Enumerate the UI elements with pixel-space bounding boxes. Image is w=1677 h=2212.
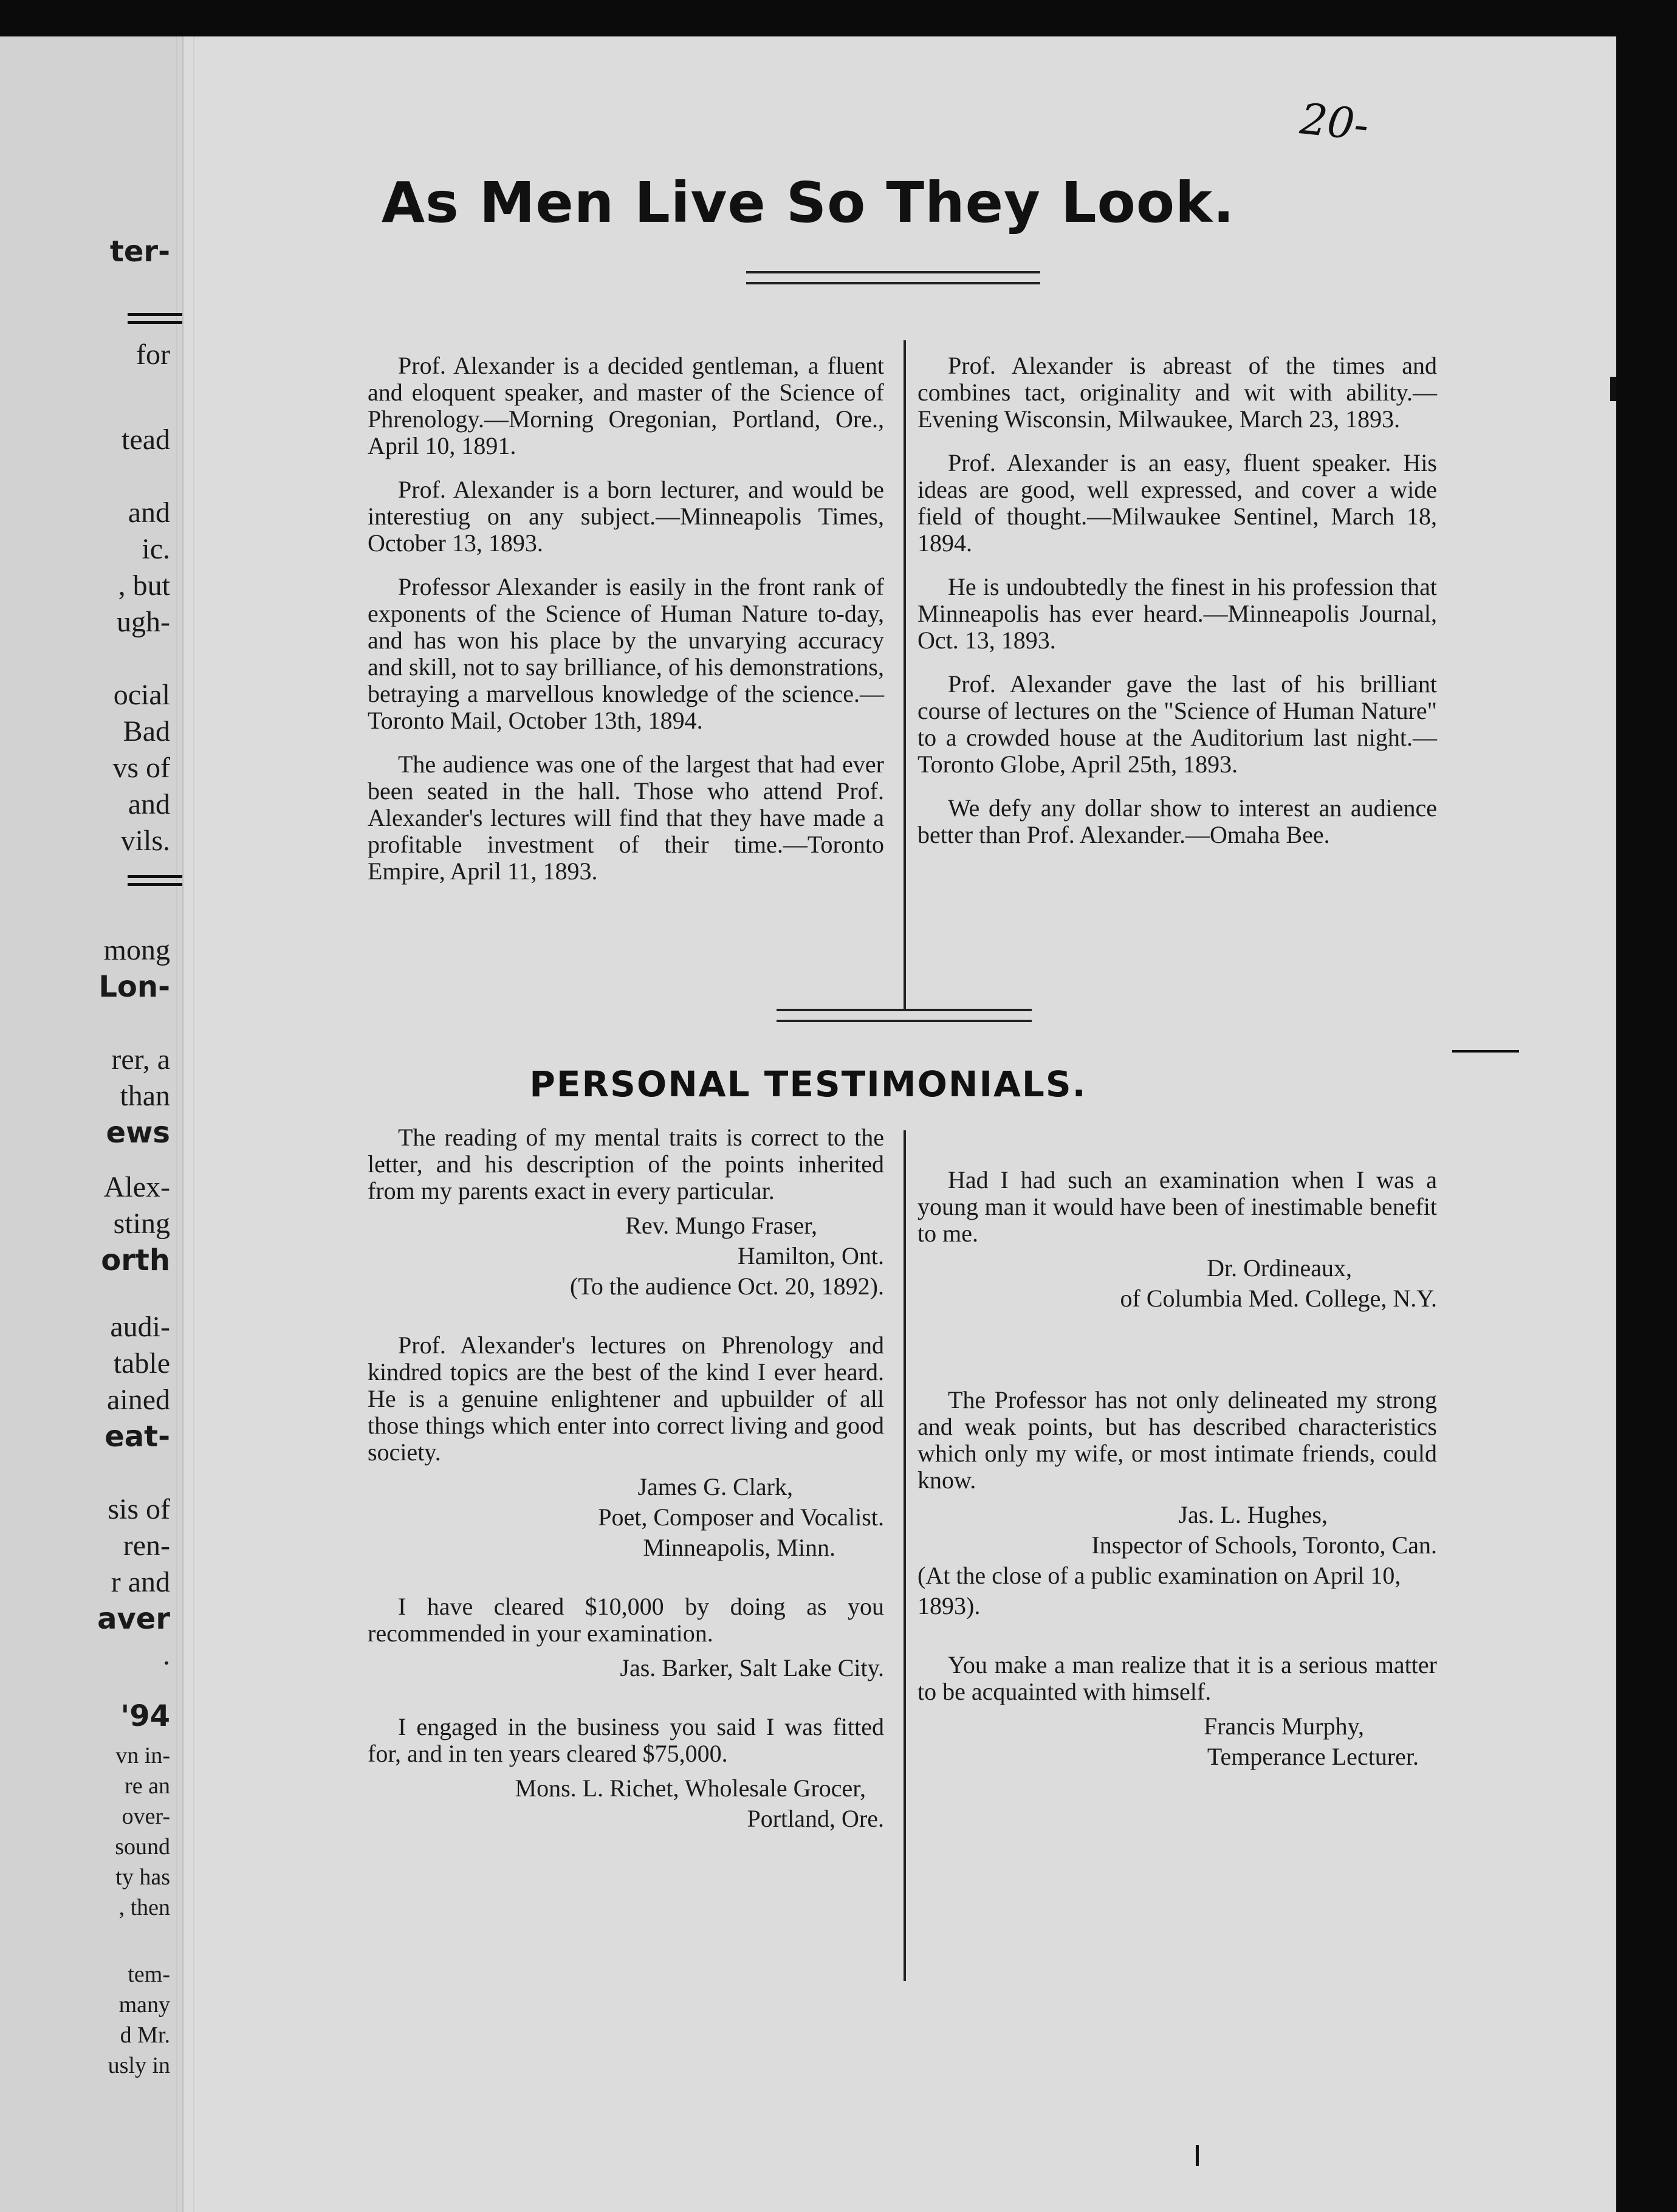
strip-line: tem- <box>128 1962 170 1987</box>
press-column-left <box>368 352 884 902</box>
column-divider <box>904 340 906 1009</box>
strip-line: ren- <box>123 1530 170 1562</box>
strip-line: sting <box>113 1207 170 1240</box>
press-quote: Prof. Alexander gave the last of his brilliant course of lectures on the "Science of Human Nature" to a crowded house at the Auditorium last night.—Toronto Globe, April 25th, 1893. <box>917 670 1437 778</box>
page-fold <box>176 36 178 2212</box>
strip-line: and <box>128 496 170 529</box>
strip-line: orth <box>101 1243 170 1277</box>
column-divider <box>904 1130 906 1981</box>
testimonial-signature: Inspector of Schools, Toronto, Can. <box>1091 1531 1437 1559</box>
strip-line: '94 <box>120 1699 170 1733</box>
page-fold <box>193 36 195 2212</box>
strip-line: Alex- <box>103 1171 170 1203</box>
strip-line: rer, a <box>111 1043 170 1076</box>
handwritten-mark: 20- <box>1298 94 1371 151</box>
strip-line: than <box>120 1080 170 1112</box>
strip-line: d Mr. <box>120 2022 170 2048</box>
testimonial-body: The Professor has not only delineated my strong and weak points, but has described characteristics which only my wife, or most intimate friends, could know. <box>917 1386 1437 1494</box>
section-heading: PERSONAL TESTIMONIALS. <box>529 1063 1087 1105</box>
strip-line: usly in <box>108 2053 170 2078</box>
press-quote: He is undoubtedly the finest in his profession that Minneapolis has ever heard.—Minneapolis Journal, Oct. 13, 1893. <box>917 573 1437 654</box>
testimonial-signature: Minneapolis, Minn. <box>643 1534 835 1561</box>
testimonials-column-right <box>917 1167 1437 1802</box>
testimonial-body: Had I had such an examination when I was a young man it would have been of inestimable benefit to me. <box>917 1166 1437 1247</box>
scan-mark <box>1452 1050 1519 1053</box>
testimonial <box>368 1124 884 1302</box>
testimonial-signature: Mons. L. Richet, Wholesale Grocer, <box>515 1774 866 1802</box>
strip-line: sound <box>115 1834 170 1860</box>
strip-line: ocial <box>113 679 170 711</box>
strip-line: ic. <box>142 533 170 565</box>
strip-line: vn in- <box>115 1743 170 1768</box>
press-quote: We defy any dollar show to interest an audience better than Prof. Alexander.—Omaha Bee. <box>917 794 1437 848</box>
testimonial-signature: Francis Murphy, <box>1203 1712 1364 1740</box>
testimonial-body: You make a man realize that it is a serious matter to be acquainted with himself. <box>917 1651 1437 1705</box>
strip-line: ained <box>107 1384 170 1416</box>
strip-line: for <box>136 338 170 371</box>
scan-mark <box>1196 2145 1199 2166</box>
strip-line: eat- <box>105 1420 170 1454</box>
strip-line: vils. <box>120 825 170 857</box>
testimonial <box>917 1167 1437 1314</box>
testimonial-signature: Hamilton, Ont. <box>737 1242 884 1269</box>
testimonial <box>368 1332 884 1563</box>
strip-line: , then <box>118 1895 170 1920</box>
testimonial-signature: Portland, Ore. <box>747 1805 884 1832</box>
strip-line: re an <box>125 1773 170 1799</box>
testimonial-body: I engaged in the business you said I was fitted for, and in ten years cleared $75,000. <box>368 1713 884 1767</box>
document-page <box>0 36 1616 2212</box>
strip-line: table <box>113 1347 170 1379</box>
testimonials-column-left <box>368 1124 884 1864</box>
strip-line: Lon- <box>98 970 170 1004</box>
strip-line: audi- <box>110 1311 170 1343</box>
press-quote: Professor Alexander is easily in the front rank of exponents of the Science of Human Nature to-day, and has won his place by the unvarying accuracy and skill, not to say brilliance, of his demonstrations, betraying a marvellous knowledge of the science.—Toronto Mail, October 13th, 1894. <box>368 573 884 734</box>
strip-line: , but <box>118 569 170 602</box>
page-title: As Men Live So They Look. <box>381 170 1235 235</box>
testimonial-signature: Jas. Barker, Salt Lake City. <box>620 1654 884 1681</box>
strip-line: ews <box>106 1116 170 1150</box>
testimonial-body: Prof. Alexander's lectures on Phrenology and kindred topics are the best of the kind I ever heard. He is a genuine enlightener and upbuilder of all those things which enter into correct living and good society. <box>368 1331 884 1466</box>
testimonial-signature: of Columbia Med. College, N.Y. <box>1120 1285 1437 1312</box>
strip-line: and <box>128 788 170 820</box>
strip-line: over- <box>122 1804 170 1829</box>
testimonial-body: The reading of my mental traits is correct to the letter, and his description of the points inherited from my parents exact in every particular. <box>368 1124 884 1204</box>
press-quote: The audience was one of the largest that had ever been seated in the hall. Those who attend Prof. Alexander's lectures will find that they have made a profitable investment of their time.—Toronto Empire, April 11, 1893. <box>368 750 884 885</box>
strip-line: ugh- <box>117 606 170 638</box>
testimonial <box>368 1593 884 1683</box>
strip-rule <box>128 313 182 324</box>
section-rule <box>777 1009 1032 1022</box>
press-quote: Prof. Alexander is a born lecturer, and would be interestiug on any subject.—Minneapolis Times, October 13, 1893. <box>368 476 884 557</box>
press-quote: Prof. Alexander is abreast of the times and combines tact, originality and wit with ability.—Evening Wisconsin, Milwaukee, March 23, 1893. <box>917 352 1437 433</box>
testimonial-body: I have cleared $10,000 by doing as you recommended in your examination. <box>368 1593 884 1647</box>
strip-rule <box>128 875 182 886</box>
testimonial-signature: Poet, Composer and Vocalist. <box>598 1503 884 1531</box>
strip-line: Bad <box>123 715 170 747</box>
adjacent-page-strip <box>0 36 183 2212</box>
strip-line: r and <box>111 1566 170 1598</box>
strip-line: mong <box>103 934 170 966</box>
press-quote: Prof. Alexander is an easy, fluent speaker. His ideas are good, well expressed, and cover a wide field of thought.—Milwaukee Sentinel, March 18, 1894. <box>917 449 1437 557</box>
strip-line: aver <box>97 1602 170 1636</box>
testimonial-signature: (To the audience Oct. 20, 1892). <box>569 1273 884 1300</box>
scan-mark <box>1610 377 1616 401</box>
testimonial-signature: Temperance Lecturer. <box>1207 1743 1419 1770</box>
strip-line: vs of <box>112 752 170 784</box>
strip-line: ty has <box>115 1864 170 1890</box>
strip-line: many <box>118 1992 170 2018</box>
testimonial-signature: James G. Clark, <box>637 1473 793 1500</box>
strip-line: tead <box>122 424 170 456</box>
testimonial <box>917 1652 1437 1772</box>
testimonial <box>917 1387 1437 1621</box>
press-column-right <box>917 352 1437 865</box>
testimonial-signature: Dr. Ordineaux, <box>1207 1254 1352 1282</box>
title-rule <box>746 271 1040 284</box>
testimonial <box>368 1714 884 1834</box>
testimonial-signature: (At the close of a public examination on April 10, 1893). <box>917 1562 1401 1619</box>
strip-line: sis of <box>108 1493 170 1525</box>
press-quote: Prof. Alexander is a decided gentleman, a fluent and eloquent speaker, and master of the Science of Phrenology.—Morning Oregonian, Portland, Ore., April 10, 1891. <box>368 352 884 459</box>
strip-line: ter- <box>109 235 170 269</box>
testimonial-signature: Jas. L. Hughes, <box>1178 1501 1328 1528</box>
strip-line: . <box>163 1639 170 1671</box>
testimonial-signature: Rev. Mungo Fraser, <box>625 1212 817 1239</box>
